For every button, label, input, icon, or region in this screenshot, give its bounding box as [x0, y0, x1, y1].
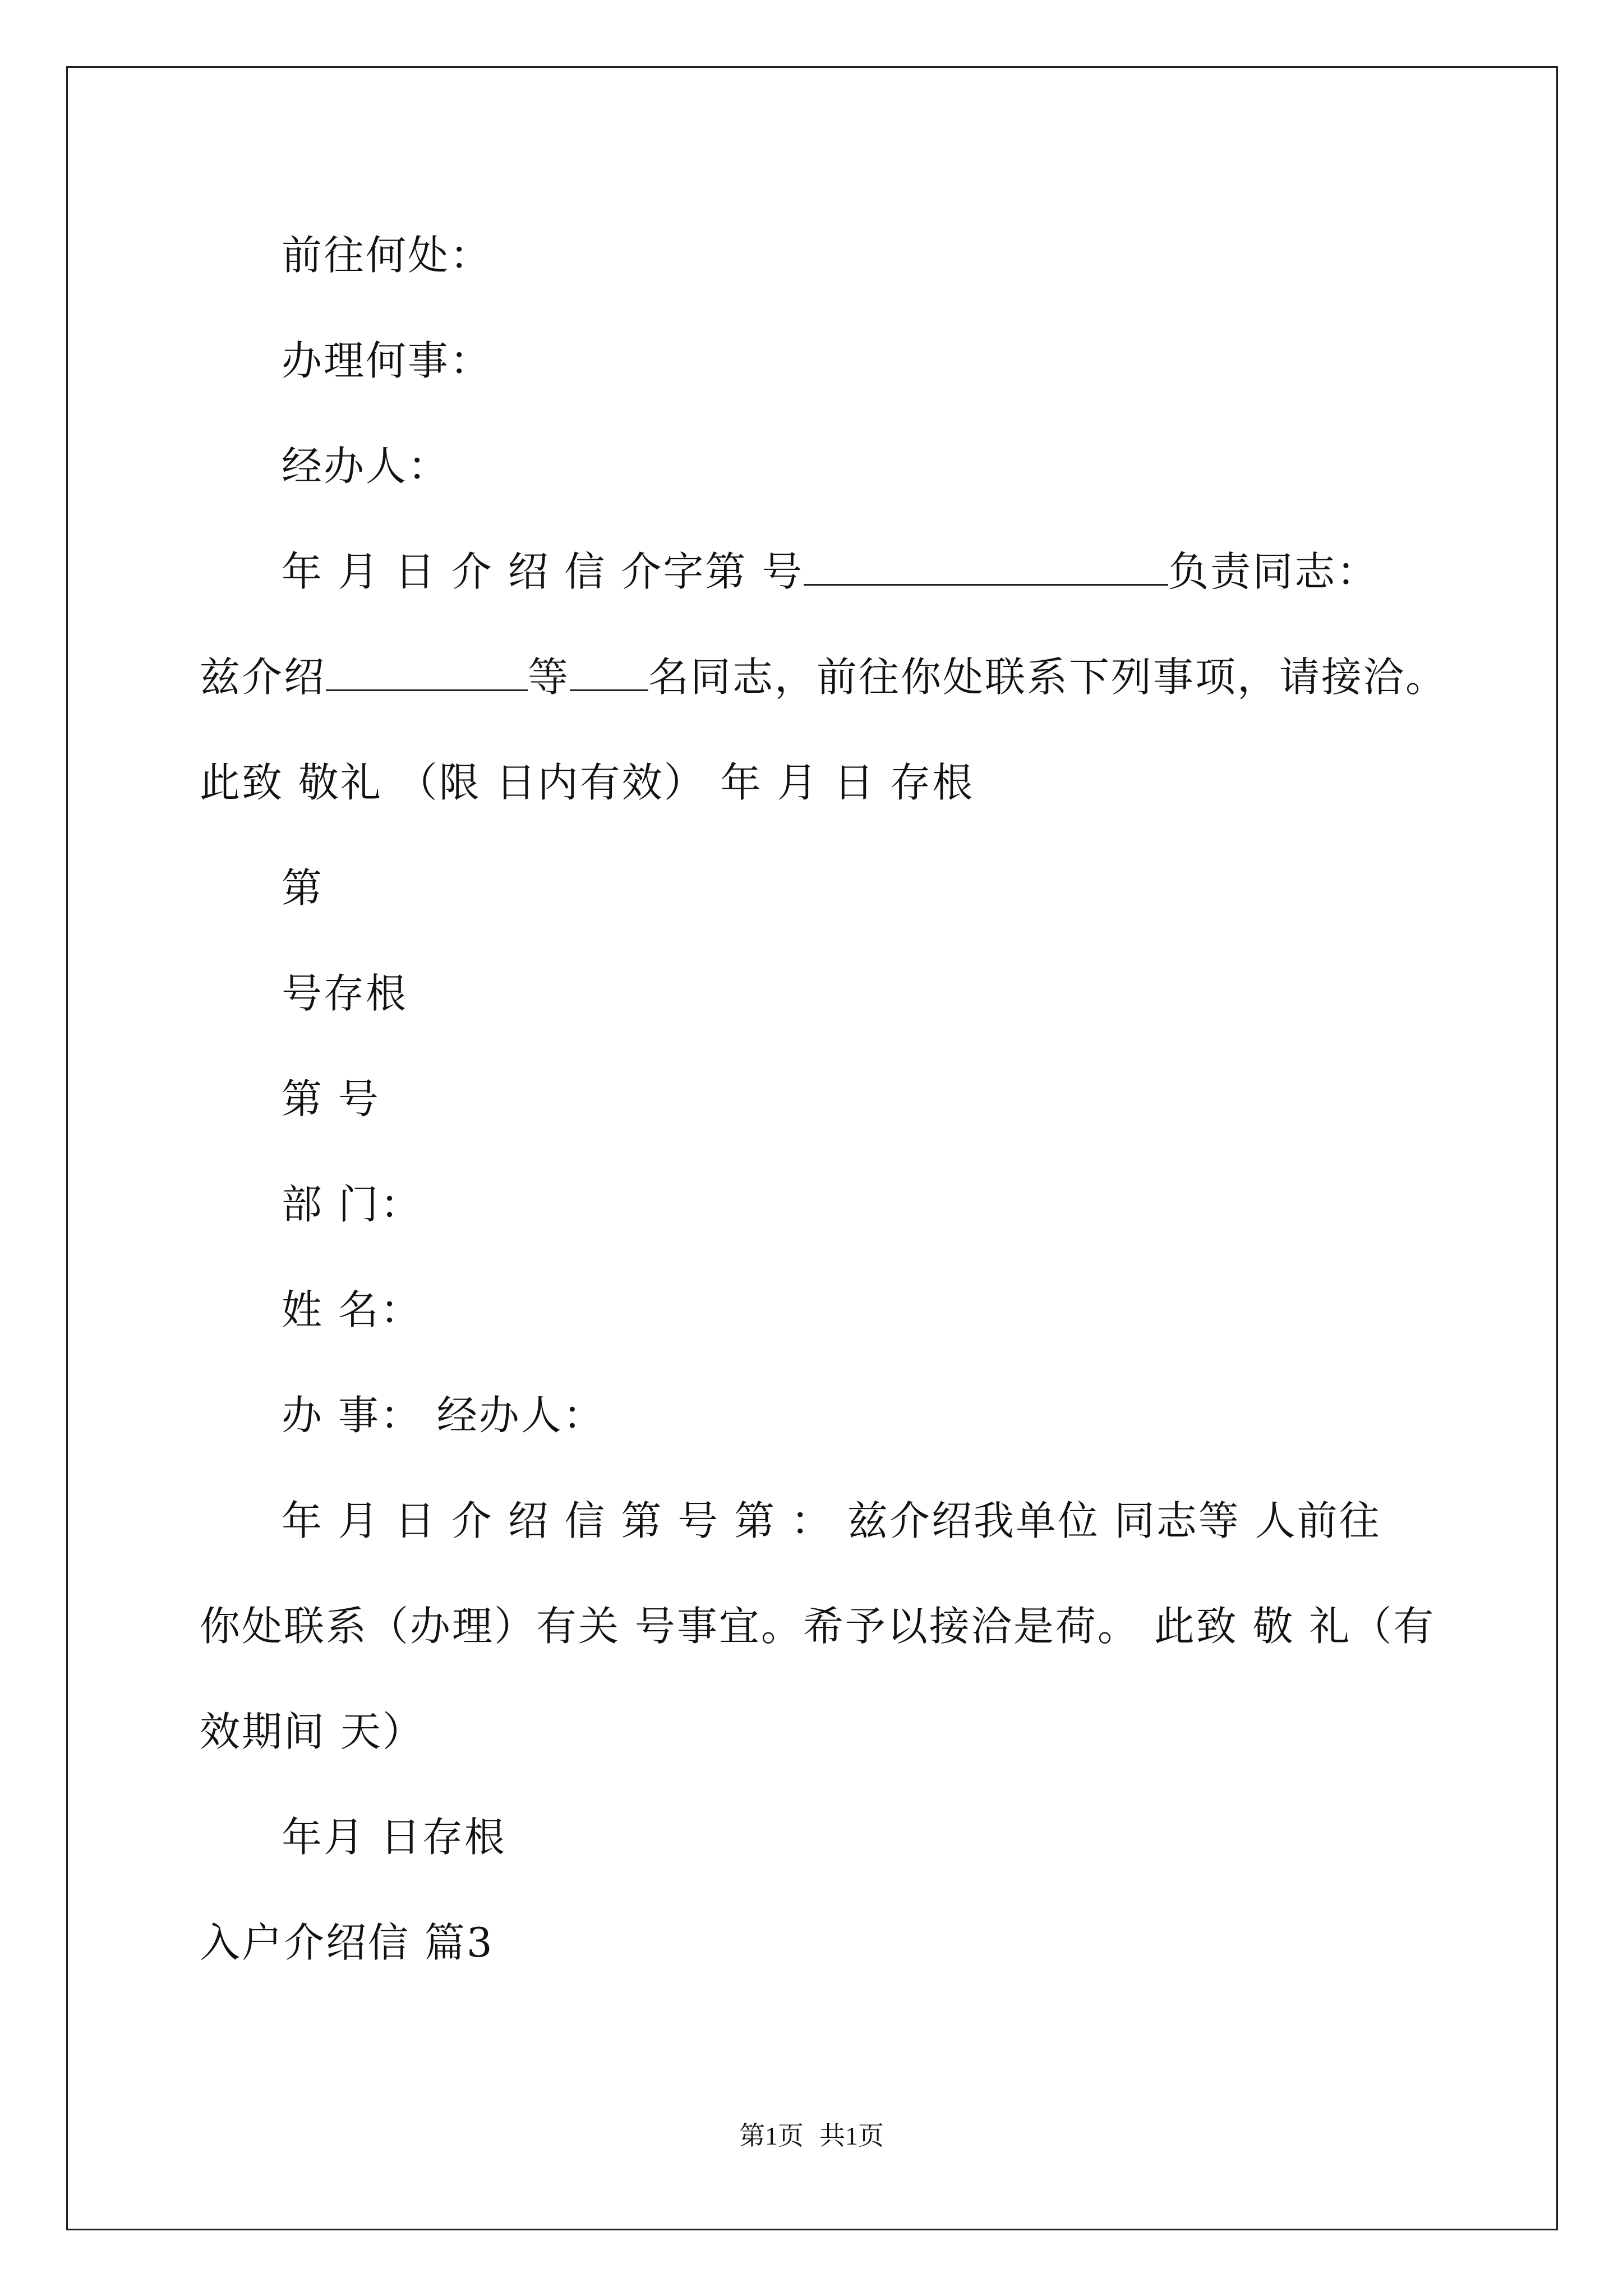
stub-date-line: 年月 日存根 — [282, 1814, 506, 1861]
introduction-line — [200, 652, 1447, 702]
department-line: 部 门： — [282, 1181, 422, 1228]
page-border — [66, 66, 1558, 2230]
section-heading: 入户介绍信 篇3 — [200, 1919, 494, 1966]
addressee-text: 负责同志： — [1168, 548, 1379, 595]
salutation-line: 此致 敬礼 （限 日内有效） 年 月 日 存根 — [200, 759, 975, 806]
matter-handler-line: 办 事： 经办人： — [282, 1392, 605, 1439]
count-blank — [570, 655, 648, 691]
stub-title-line: 号存根 — [282, 970, 408, 1017]
letter-header-text: 年 月 日 介 绍 信 介字第 号 — [282, 548, 804, 595]
handler-line: 经办人： — [282, 443, 450, 490]
second-letter-line-1: 年 月 日 介 绍 信 第 号 第 ： 兹介绍我单位 同志等 人前往 — [282, 1497, 1381, 1544]
matter-line: 办理何事： — [282, 337, 492, 384]
name-line: 姓 名： — [282, 1286, 422, 1333]
introduction-mid: 等 — [528, 654, 570, 701]
page-footer — [0, 2119, 1623, 2153]
number-line: 第 号 — [282, 1075, 380, 1122]
second-letter-line-2: 你处联系（办理）有关 号事宜。希予以接洽是荷。 此致 敬 礼（有 — [200, 1603, 1436, 1650]
validity-line: 效期间 天） — [200, 1708, 425, 1755]
introduction-prefix: 兹介绍 — [200, 654, 326, 701]
number-blank — [804, 549, 1168, 586]
page-total: 共1页 — [819, 2122, 884, 2150]
letter-header-line — [282, 546, 1378, 597]
destination-line: 前往何处： — [282, 232, 492, 279]
stub-no-line: 第 — [282, 864, 324, 912]
introduction-suffix: 名同志，前往你处联系下列事项，请接洽。 — [648, 654, 1448, 701]
name-blank — [326, 655, 528, 691]
page-number: 第1页 — [739, 2122, 804, 2150]
